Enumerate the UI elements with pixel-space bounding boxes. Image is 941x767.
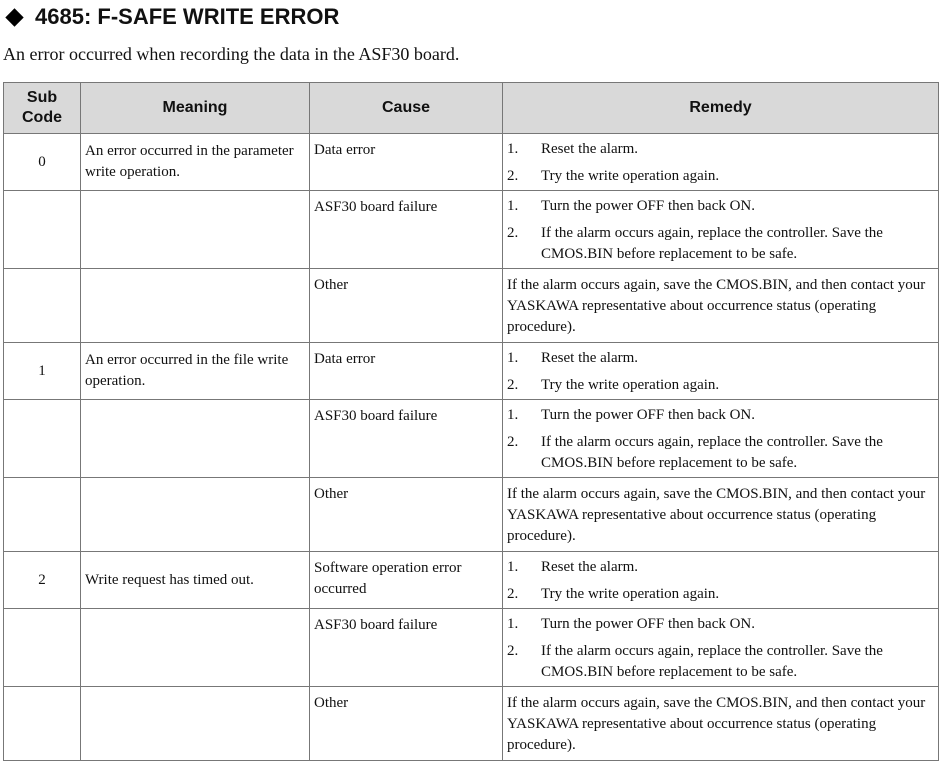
header-sub-code: Sub Code (4, 83, 81, 134)
header-meaning: Meaning (81, 83, 310, 134)
remedy-step (507, 166, 934, 187)
step-text: Try the write operation again. (541, 586, 720, 602)
remedy-step (507, 614, 934, 635)
table-row (4, 343, 939, 400)
step-text: Turn the power OFF then back ON. (541, 198, 756, 214)
step-text: Reset the alarm. (541, 141, 639, 157)
cause-cell: Other (310, 478, 503, 552)
table-row (4, 191, 939, 269)
meaning-cell (81, 400, 310, 478)
sub-code-cell (4, 191, 81, 269)
cause-cell: Other (310, 269, 503, 343)
error-table (3, 82, 939, 761)
remedy-cell: If the alarm occurs again, save the CMOS.BIN, and then contact your YASKAWA representative about occurrence status (operating procedure). (503, 478, 939, 552)
step-number: 1. (507, 559, 519, 575)
step-text: Reset the alarm. (541, 350, 639, 366)
step-number: 1. (507, 198, 519, 214)
remedy-cell: If the alarm occurs again, save the CMOS.BIN, and then contact your YASKAWA representative about occurrence status (operating procedure). (503, 687, 939, 761)
sub-code-cell (4, 400, 81, 478)
meaning-cell: An error occurred in the parameter write operation. (81, 134, 310, 191)
step-text: Reset the alarm. (541, 559, 639, 575)
cause-cell: ASF30 board failure (310, 609, 503, 687)
step-number: 2. (507, 586, 519, 602)
table-row (4, 400, 939, 478)
sub-code-cell: 0 (4, 134, 81, 191)
diamond-bullet-icon (5, 8, 23, 26)
table-row (4, 609, 939, 687)
remedy-step (507, 223, 934, 265)
cause-cell: Data error (310, 134, 503, 191)
meaning-cell (81, 478, 310, 552)
step-text: If the alarm occurs again, replace the controller. Save the CMOS.BIN before replacement to be safe. (541, 643, 883, 680)
table-row (4, 478, 939, 552)
remedy-cell (503, 609, 939, 687)
remedy-step (507, 432, 934, 474)
step-number: 2. (507, 225, 519, 241)
remedy-steps-list (507, 614, 934, 683)
meaning-cell: Write request has timed out. (81, 552, 310, 609)
remedy-cell (503, 552, 939, 609)
remedy-step (507, 196, 934, 217)
step-text: Turn the power OFF then back ON. (541, 407, 756, 423)
step-text: Try the write operation again. (541, 377, 720, 393)
cause-cell: ASF30 board failure (310, 191, 503, 269)
table-row (4, 134, 939, 191)
remedy-cell: If the alarm occurs again, save the CMOS.BIN, and then contact your YASKAWA representative about occurrence status (operating procedure). (503, 269, 939, 343)
table-row (4, 687, 939, 761)
sub-code-cell: 1 (4, 343, 81, 400)
meaning-cell: An error occurred in the file write operation. (81, 343, 310, 400)
remedy-step (507, 375, 934, 396)
cause-cell: ASF30 board failure (310, 400, 503, 478)
remedy-steps-list (507, 139, 934, 187)
remedy-cell (503, 134, 939, 191)
page-title (4, 3, 339, 31)
remedy-steps-list (507, 557, 934, 605)
step-text: If the alarm occurs again, replace the controller. Save the CMOS.BIN before replacement to be safe. (541, 434, 883, 471)
step-number: 1. (507, 141, 519, 157)
remedy-steps-list (507, 405, 934, 474)
remedy-cell (503, 400, 939, 478)
table-row (4, 269, 939, 343)
remedy-cell (503, 191, 939, 269)
sub-code-cell (4, 269, 81, 343)
page-title-text: 4685: F-SAFE WRITE ERROR (35, 4, 340, 29)
header-cause: Cause (310, 83, 503, 134)
remedy-step (507, 641, 934, 683)
meaning-cell (81, 191, 310, 269)
sub-code-cell (4, 609, 81, 687)
meaning-cell (81, 687, 310, 761)
table-header-row (4, 83, 939, 134)
step-number: 1. (507, 616, 519, 632)
step-number: 2. (507, 434, 519, 450)
sub-code-cell (4, 478, 81, 552)
remedy-steps-list (507, 348, 934, 396)
remedy-steps-list (507, 196, 934, 265)
step-number: 1. (507, 350, 519, 366)
sub-code-cell: 2 (4, 552, 81, 609)
sub-code-cell (4, 687, 81, 761)
remedy-step (507, 584, 934, 605)
remedy-cell (503, 343, 939, 400)
step-text: Try the write operation again. (541, 168, 720, 184)
step-text: If the alarm occurs again, replace the controller. Save the CMOS.BIN before replacement to be safe. (541, 225, 883, 262)
cause-cell: Data error (310, 343, 503, 400)
intro-text: An error occurred when recording the data in the ASF30 board. (3, 44, 460, 64)
step-number: 2. (507, 377, 519, 393)
remedy-step (507, 405, 934, 426)
meaning-cell (81, 269, 310, 343)
step-number: 2. (507, 168, 519, 184)
remedy-step (507, 348, 934, 369)
step-text: Turn the power OFF then back ON. (541, 616, 756, 632)
step-number: 2. (507, 643, 519, 659)
table-row (4, 552, 939, 609)
remedy-step (507, 557, 934, 578)
cause-cell: Other (310, 687, 503, 761)
cause-cell: Software operation error occurred (310, 552, 503, 609)
remedy-step (507, 139, 934, 160)
step-number: 1. (507, 407, 519, 423)
meaning-cell (81, 609, 310, 687)
header-remedy: Remedy (503, 83, 939, 134)
